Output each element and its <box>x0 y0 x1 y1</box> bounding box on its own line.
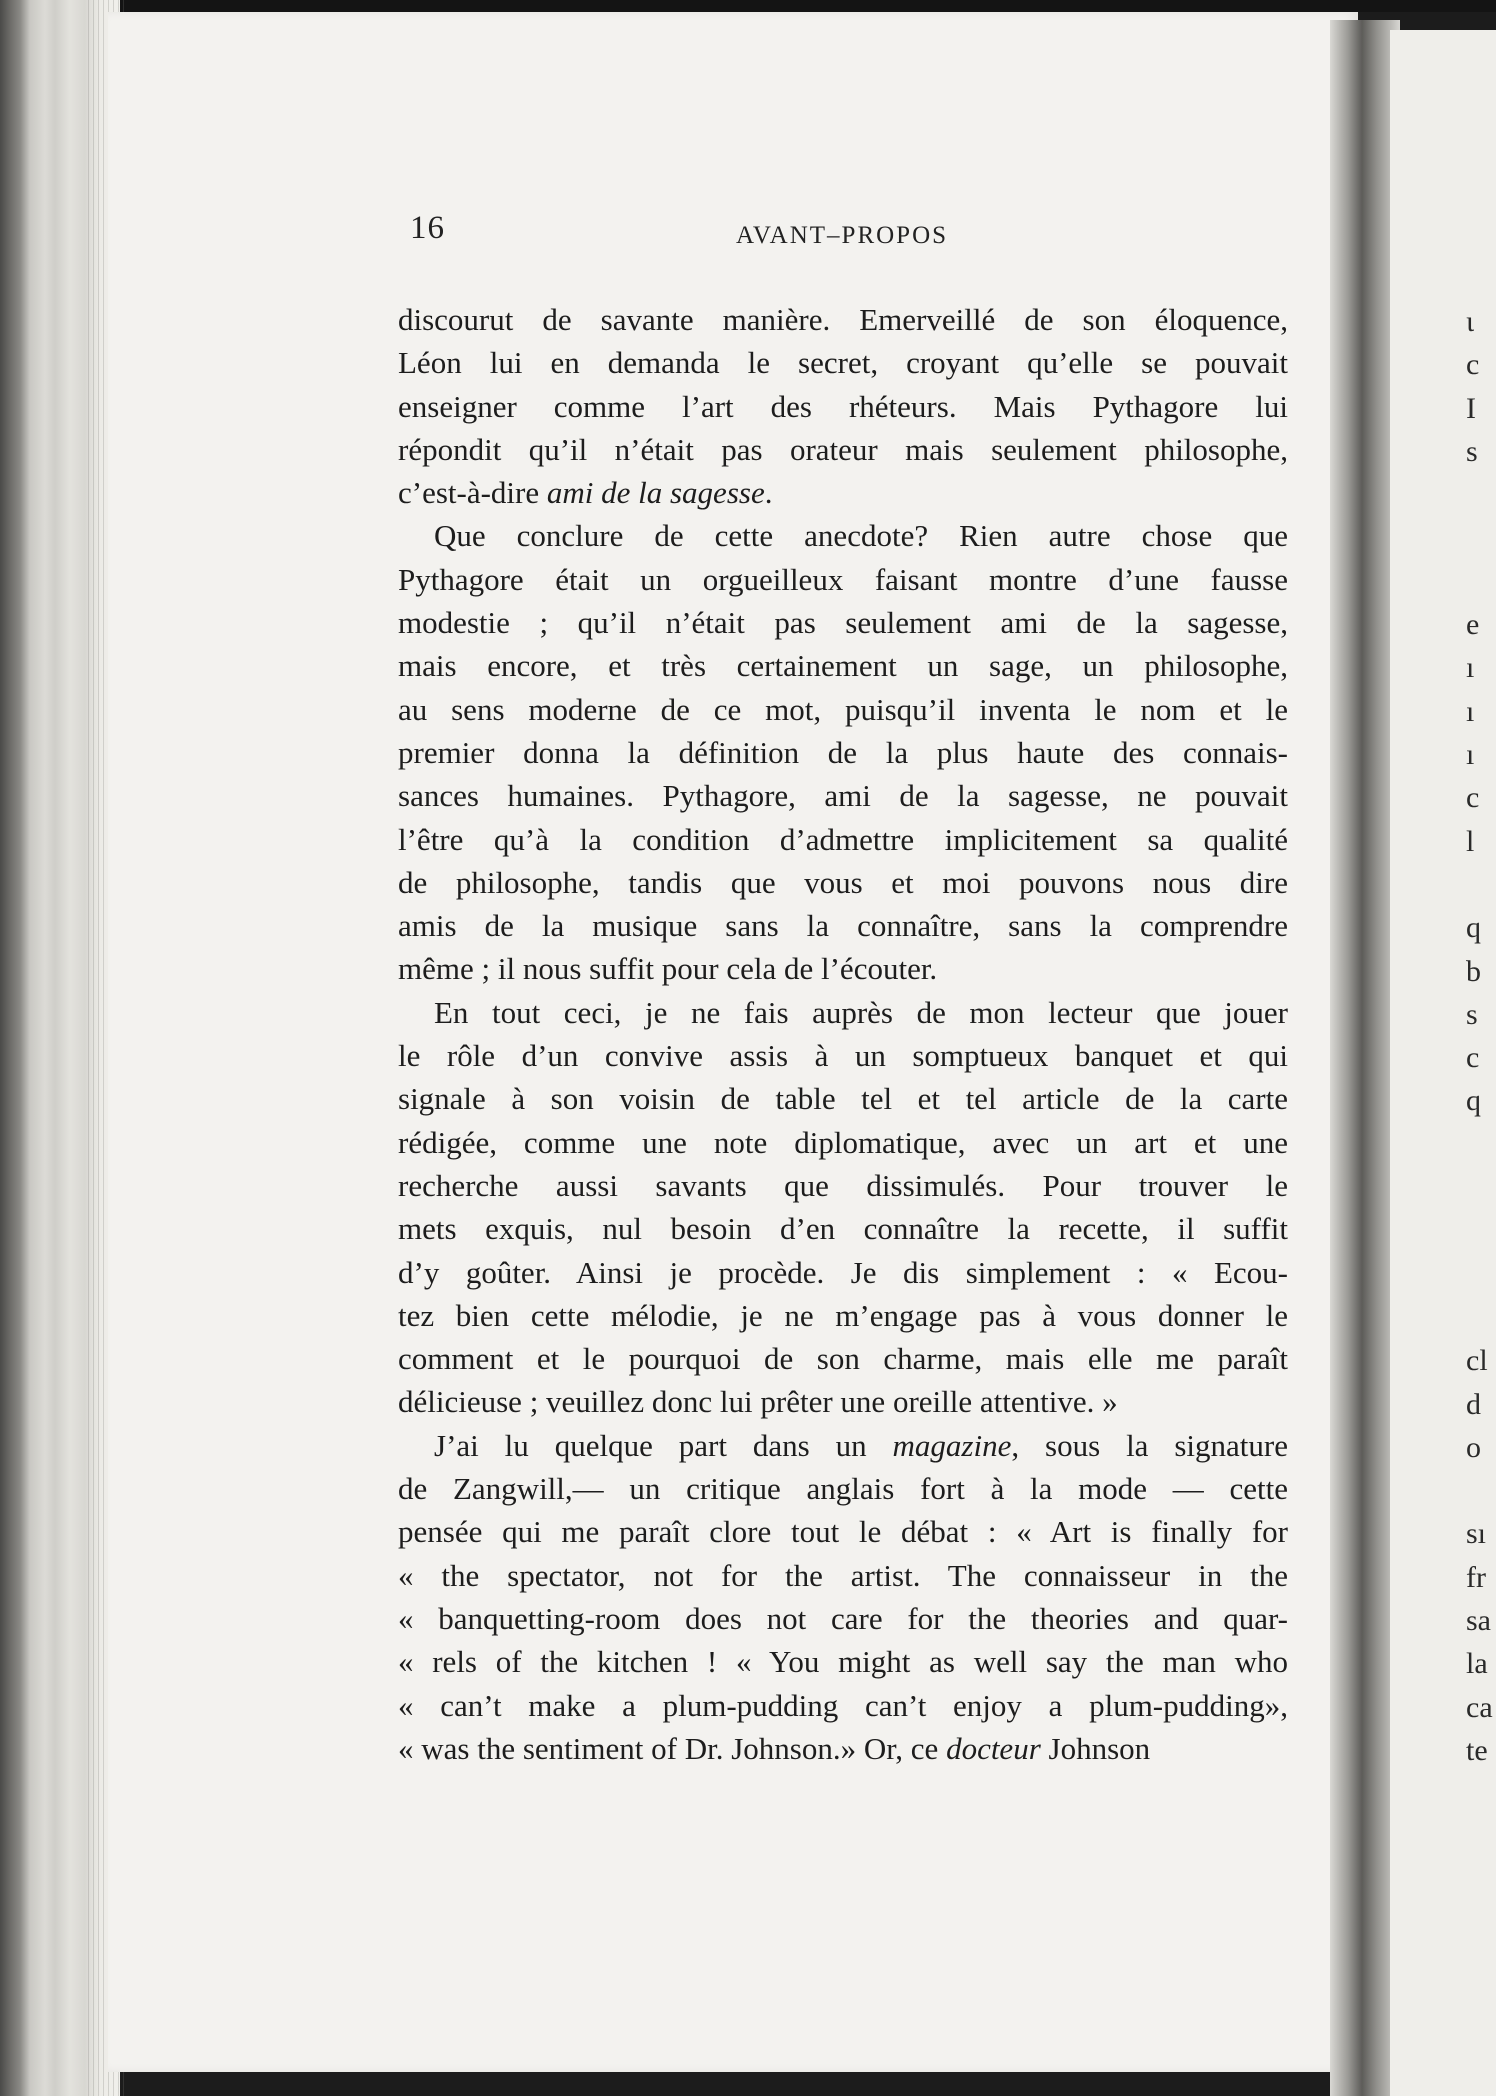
facing-page-fragment: c <box>1466 1041 1480 1075</box>
facing-page-fragment: e <box>1466 608 1480 642</box>
text-line: « rels of the kitchen ! « You might as well say the man who <box>398 1644 1288 1680</box>
facing-page-fragment: l <box>1466 824 1475 858</box>
text-line: de philosophe, tandis que vous et moi pouvons nous dire <box>398 864 1288 900</box>
text-line: « the spectator, not for the artist. The connaisseur in the <box>398 1557 1288 1593</box>
text-line: comment et le pourquoi de son charme, mais elle me paraît <box>398 1341 1288 1377</box>
text-line: amis de la musique sans la connaître, sans la comprendre <box>398 908 1288 944</box>
text-line: Pythagore était un orgueilleux faisant montre d’une fausse <box>398 561 1288 597</box>
facing-page-fragment: c <box>1466 781 1480 815</box>
text-line: rédigée, comme une note diplomatique, avec un art et une <box>398 1124 1288 1160</box>
facing-page-fragment: q <box>1466 911 1481 945</box>
text-line: Que conclure de cette anecdote? Rien autre chose que <box>434 518 1288 554</box>
facing-page-fragment: c <box>1466 348 1480 382</box>
body-text <box>398 298 1288 1770</box>
text-line: au sens moderne de ce mot, puisqu’il inventa le nom et le <box>398 691 1288 727</box>
text-line: mais encore, et très certainement un sage, un philosophe, <box>398 648 1288 684</box>
text-line: d’y goûter. Ainsi je procède. Je dis simplement : « Ecou- <box>398 1254 1288 1290</box>
facing-page-fragment: ca <box>1466 1690 1493 1724</box>
text-line: délicieuse ; veuillez donc lui prêter une oreille attentive. » <box>398 1384 1118 1420</box>
text-line: le rôle d’un convive assis à un somptueux banquet et qui <box>398 1038 1288 1074</box>
facing-page-fragment: ı <box>1466 738 1475 771</box>
facing-page-fragment: cl <box>1466 1344 1488 1378</box>
facing-page-fragment: te <box>1466 1733 1488 1767</box>
facing-page-fragment: I <box>1466 391 1476 425</box>
text-line: recherche aussi savants que dissimulés. Pour trouver le <box>398 1167 1288 1203</box>
text-line: premier donna la définition de la plus haute des connais- <box>398 734 1288 770</box>
text-line: « can’t make a plum-pudding can’t enjoy a plum-pudding», <box>398 1687 1288 1723</box>
facing-page-fragment: s <box>1466 434 1478 468</box>
italic-term: magazine <box>892 1427 1012 1463</box>
text-line: c’est-à-dire ami de la sagesse. <box>398 475 773 511</box>
facing-page-fragment: ı <box>1466 651 1475 685</box>
scan-top-border <box>0 0 1496 12</box>
text-line: répondit qu’il n’était pas orateur mais seulement philosophe, <box>398 431 1288 467</box>
text-line: de Zangwill,— un critique anglais fort à la mode — cette <box>398 1471 1288 1507</box>
text-line: sances humaines. Pythagore, ami de la sagesse, ne pouvait <box>398 778 1288 814</box>
facing-page-fragment: s <box>1466 997 1478 1031</box>
running-title: AVANT–PROPOS <box>736 222 949 249</box>
text-line: « was the sentiment of Dr. Johnson.» Or, ce docteur Johnson <box>398 1730 1151 1766</box>
text-line: J’ai lu quelque part dans un magazine, sous la signature <box>434 1427 1288 1463</box>
text-line: modestie ; qu’il n’était pas seulement ami de la sagesse, <box>398 605 1288 641</box>
facing-page-fragment: ɩ <box>1466 305 1475 338</box>
facing-page-fragment: d <box>1466 1387 1481 1421</box>
italic-term: ami de la sagesse <box>546 475 765 511</box>
facing-page-fragment: sı <box>1466 1517 1487 1551</box>
text-line: enseigner comme l’art des rhéteurs. Mais Pythagore lui <box>398 388 1288 424</box>
text-line: Léon lui en demanda le secret, croyant qu’elle se pouvait <box>398 345 1288 381</box>
text-line: discourut de savante manière. Emerveillé de son éloquence, <box>398 302 1288 337</box>
text-line: En tout ceci, je ne fais auprès de mon lecteur que jouer <box>434 994 1288 1030</box>
facing-page-fragment: la <box>1466 1647 1488 1681</box>
text-line: pensée qui me paraît clore tout le débat : « Art is finally for <box>398 1514 1288 1550</box>
facing-page-fragment: ı <box>1466 694 1475 728</box>
text-line: « banquetting-room does not care for the theories and quar- <box>398 1600 1288 1636</box>
facing-page-fragment: b <box>1466 954 1481 988</box>
text-line: signale à son voisin de table tel et tel article de la carte <box>398 1081 1288 1117</box>
facing-page-fragment: o <box>1466 1430 1481 1464</box>
text-line: l’être qu’à la condition d’admettre implicitement sa qualité <box>398 821 1288 857</box>
italic-term: docteur <box>946 1730 1041 1766</box>
text-line: mets exquis, nul besoin d’en connaître la recette, il suffit <box>398 1211 1288 1247</box>
text-line: même ; il nous suffit pour cela de l’écouter. <box>398 951 938 987</box>
text-line: tez bien cette mélodie, je ne m’engage pas à vous donner le <box>398 1297 1288 1333</box>
page-number: 16 <box>410 210 445 246</box>
facing-page-fragment: fr <box>1466 1560 1486 1594</box>
facing-page-fragment: q <box>1466 1084 1481 1118</box>
facing-page-fragment: sa <box>1466 1604 1491 1637</box>
